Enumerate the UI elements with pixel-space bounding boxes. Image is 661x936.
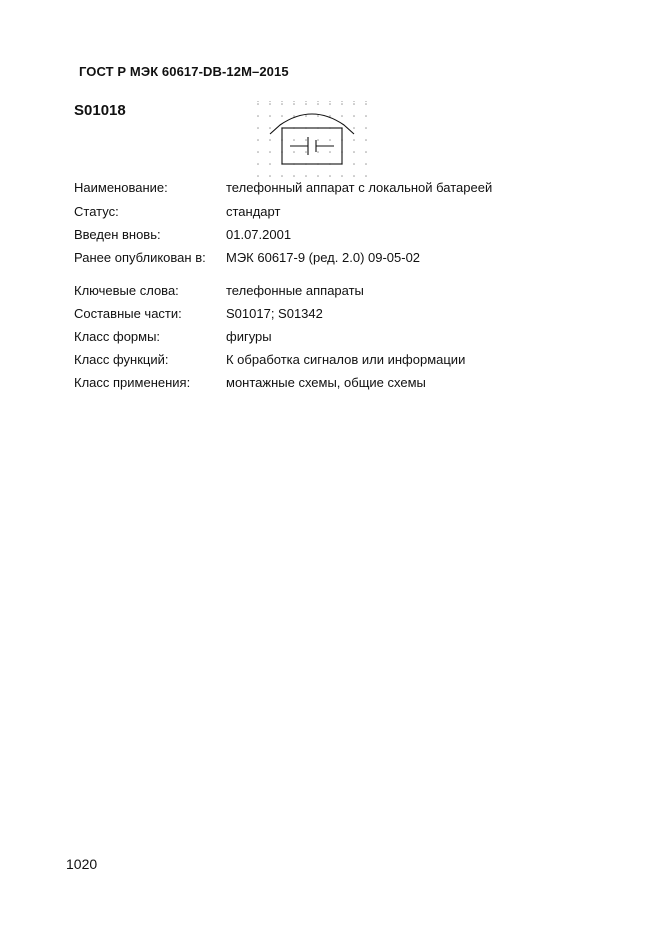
- handset-arc: [270, 114, 354, 134]
- attr-value: фигуры: [226, 329, 272, 344]
- local-battery-telephone-symbol-icon: [254, 101, 370, 179]
- attr-label: Класс функций:: [74, 352, 169, 367]
- attr-label: Ранее опубликован в:: [74, 250, 206, 265]
- symbol-code: S01018: [74, 102, 126, 119]
- attr-value: стандарт: [226, 204, 281, 219]
- attr-value: монтажные схемы, общие схемы: [226, 375, 426, 390]
- attr-value: телефонные аппараты: [226, 283, 364, 298]
- attr-label: Наименование:: [74, 180, 168, 195]
- grid-dots: [257, 101, 367, 177]
- attr-label: Ключевые слова:: [74, 283, 179, 298]
- attr-value: К обработка сигналов или информации: [226, 352, 466, 367]
- attr-label: Класс формы:: [74, 329, 161, 344]
- document-header: ГОСТ Р МЭК 60617-DB-12M–2015: [79, 64, 289, 79]
- attr-value: 01.07.2001: [226, 227, 292, 242]
- attr-value: S01017; S01342: [226, 306, 323, 321]
- attr-value: телефонный аппарат с локальной батареей: [226, 180, 493, 195]
- attr-label: Статус:: [74, 204, 119, 219]
- attr-value: МЭК 60617-9 (ред. 2.0) 09-05-02: [226, 250, 421, 265]
- attr-label: Составные части:: [74, 306, 182, 321]
- page-number: 1020: [66, 856, 98, 872]
- attr-label: Класс применения:: [74, 375, 191, 390]
- attr-label: Введен вновь:: [74, 227, 161, 242]
